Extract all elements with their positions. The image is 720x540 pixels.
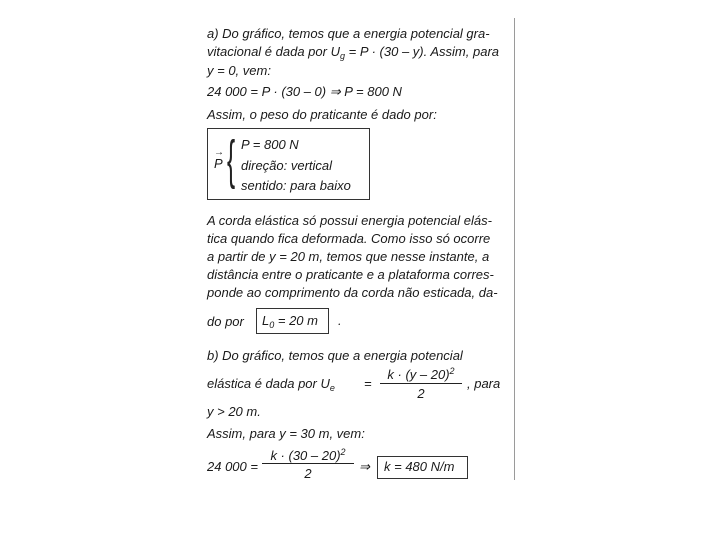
fraction-1-bar <box>380 383 462 384</box>
vector-arrow: → <box>214 147 224 158</box>
length-result: $L_0 = 20$ m <box>262 313 318 330</box>
fraction-2-denominator: 2 <box>304 466 312 481</box>
fraction-2-numerator: k · (30 – 20)$^2$ <box>270 447 346 463</box>
paragraph-line-3: a partir de y = 20 m, temos que nesse instante, a <box>207 249 490 264</box>
paragraph-line-5: ponde ao comprimento da corda não esticada, da- <box>207 285 498 300</box>
final-equation-lhs: 24 000 = <box>207 459 258 474</box>
part-a-line-1: a) Do gráfico, temos que a energia potencial gra- <box>207 26 490 41</box>
paragraph-line-4: distância entre o praticante e a plataforma corres- <box>207 267 494 282</box>
part-b-line-3: y > 20 m. <box>207 404 261 419</box>
paragraph-line-6: do por <box>207 314 244 329</box>
paragraph-line-2: tica quando fica deformada. Como isso só ocorre <box>207 231 491 246</box>
part-b-line-1: b) Do gráfico, temos que a energia potencial <box>207 348 463 363</box>
paragraph-line-1: A corda elástica só possui energia potencial elás- <box>207 213 492 228</box>
part-a-line-3: y = 0, vem: <box>207 63 271 78</box>
length-period: . <box>338 313 342 328</box>
part-b-equals: = <box>364 376 372 391</box>
part-b-line-2: elástica é dada por $U_e$ <box>207 376 335 393</box>
part-b-line-4: Assim, para y = 30 m, vem: <box>207 426 365 441</box>
vector-symbol: P <box>214 156 223 171</box>
spring-constant-result: k = 480 N/m <box>384 459 455 474</box>
fraction-1-numerator: k · (y – 20)$^2$ <box>387 366 455 382</box>
fraction-1-denominator: 2 <box>417 386 425 401</box>
part-a-line-2: vitacional é dada por $U_g = P \cdot (30 - y)$. Assim, para <box>207 44 500 61</box>
fraction-2-bar <box>262 463 354 464</box>
part-a-equation: 24 000 = P · (30 – 0) ⇒ P = 800 N <box>207 84 402 99</box>
vector-direction: direção: vertical <box>241 158 333 173</box>
column-divider <box>514 18 515 480</box>
curly-brace: { <box>227 130 236 190</box>
vector-sense: sentido: para baixo <box>241 178 351 193</box>
part-b-line-2-end: , para <box>467 376 501 391</box>
implies-arrow: ⇒ <box>359 459 370 474</box>
part-a-line-5: Assim, o peso do praticante é dado por: <box>207 107 437 122</box>
vector-magnitude: P = 800 N <box>241 137 299 152</box>
